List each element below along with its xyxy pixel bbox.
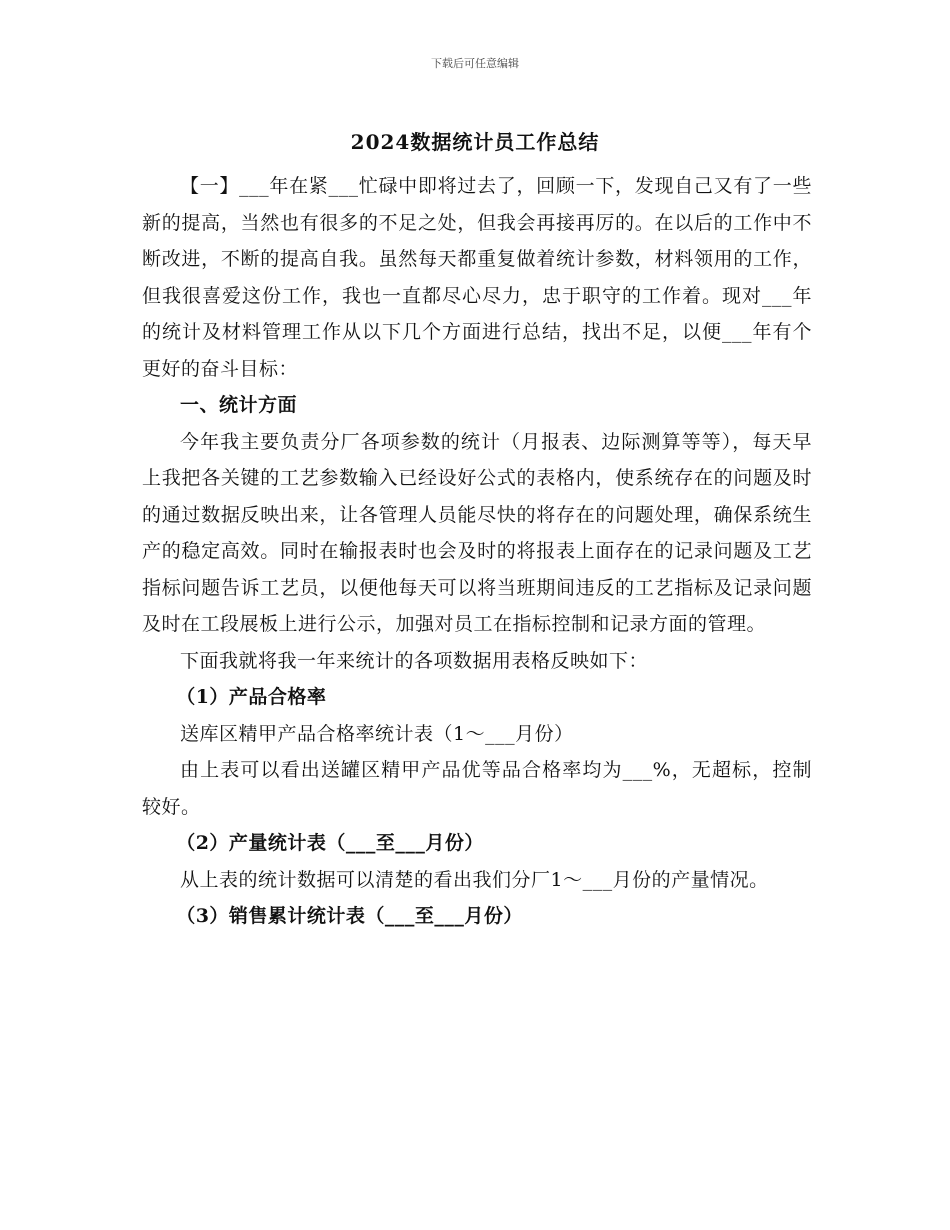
sub3-heading: （3）销售累计统计表（___至___月份） [176,905,523,927]
intro-paragraph: 【一】___年在紧___忙碌中即将过去了，回顾一下，发现自己又有了一些新的提高，当然也有很多的不足之处，但我会再接再厉的。在以后的工作中不断改进，不断的提高自我。虽然每天都重复做着统计参数，材料领用的工作，但我很喜爱这份工作，我也一直都尽心尽力，忠于职守的工作着。现对___年的统计及材料管理工作从以下几个方面进行总结，找出不足，以便___年有个更好的奋斗目标： [142,175,812,380]
page-title: 2024数据统计员工作总结 [350,130,600,154]
sub2-heading: （2）产量统计表（___至___月份） [176,832,484,854]
section1-heading: 一、统计方面 [180,394,298,416]
sub1-note: 由上表可以看出送罐区精甲产品优等品合格率均为___%，无超标，控制较好。 [142,759,812,818]
document-body [142,168,812,935]
section1-paragraph: 今年我主要负责分厂各项参数的统计（月报表、边际测算等等），每天早上我把各关键的工艺参数输入已经设好公式的表格内，使系统存在的问题及时的通过数据反映出来，让各管理人员能尽快的将存在的问题处理，确保系统生产的稳定高效。同时在输报表时也会及时的将报表上面存在的记录问题及工艺指标问题告诉工艺员，以便他每天可以将当班期间违反的工艺指标及记录问题及时在工段展板上进行公示，加强对员工在指标控制和记录方面的管理。 [142,430,812,635]
sub1-table-caption: 送库区精甲产品合格率统计表（1～___月份） [180,722,574,745]
sub1-heading: （1）产品合格率 [176,686,327,708]
tables-intro-paragraph: 下面我就将我一年来统计的各项数据用表格反映如下： [180,649,649,672]
header-note: 下载后可任意编辑 [431,57,519,70]
sub2-note: 从上表的统计数据可以清楚的看出我们分厂1～___月份的产量情况。 [180,868,769,891]
